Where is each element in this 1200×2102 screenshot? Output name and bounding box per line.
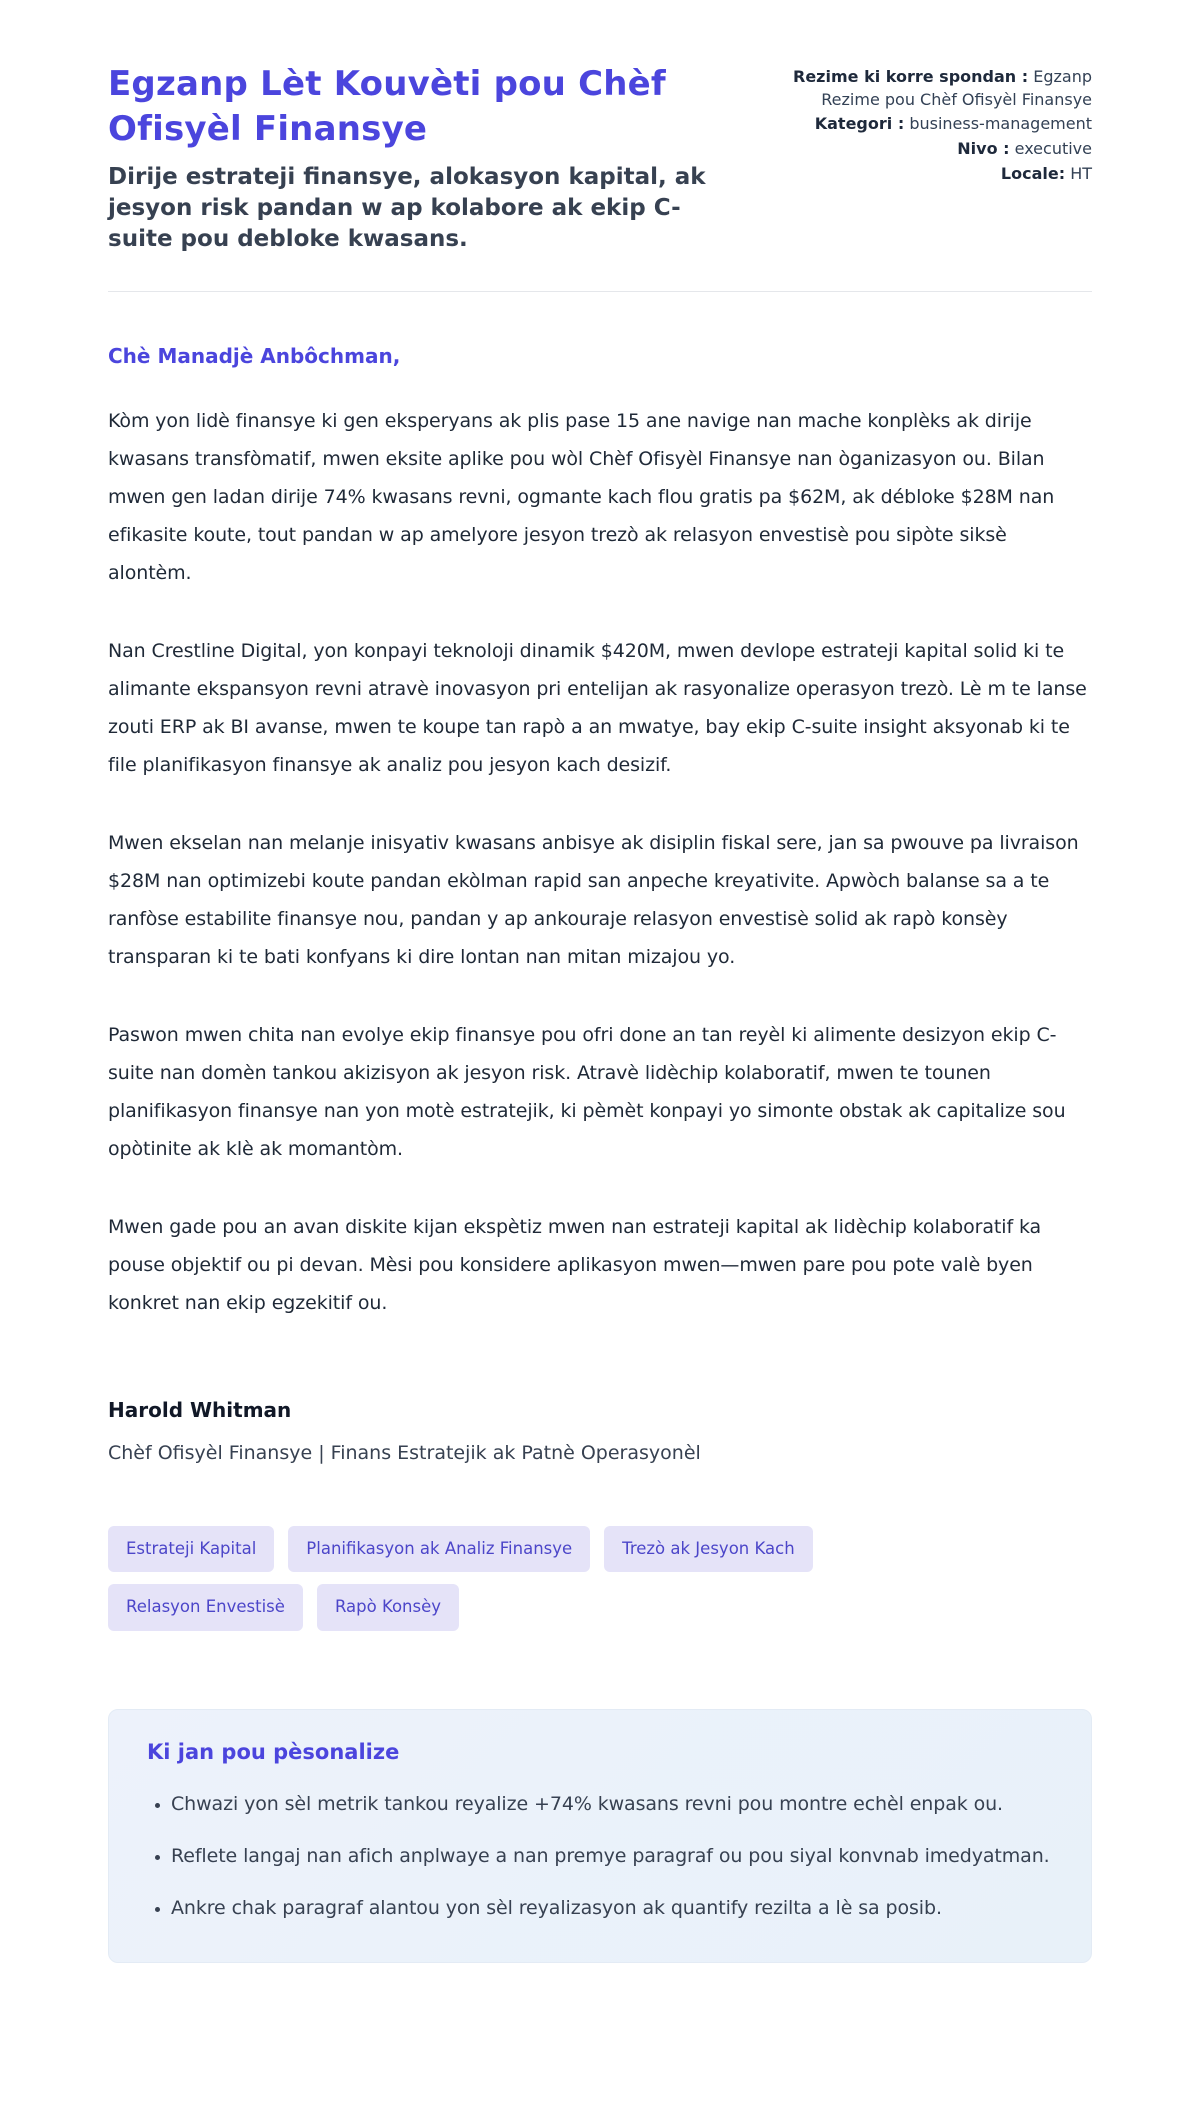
letter-greeting: Chè Manadjè Anbôchman, — [108, 343, 401, 368]
meta-resume — [770, 66, 1092, 111]
letter-paragraph: Paswon mwen chita nan evolye ekip finansye pou ofri done an tan reyèl ki alimente desizyon ekip C-suite nan domèn tankou akizisyon ak jesyon risk. Atravè lidèchip kolaboratif, mwen te tounen planifikasyon finansye nan yon motè estratejik, ki pèmèt konpayi yo simonte obstak ak capitalize sou opòtinite ak klè ak momantòm. — [108, 1023, 1066, 1160]
meta-locale — [770, 163, 1092, 186]
letter-paragraph: Mwen ekselan nan melanje inisyativ kwasans anbisye ak disiplin fiskal sere, jan sa pwouve pa livraison $28M nan optimizebi koute pandan ekòlman rapid san anpeche kreyativite. Apwòch balanse sa a te ranfòse estabilite finansye nou, pandan y ap ankouraje relasyon envestisè solid ak rapò konsèy transparan ki te bati konfyans ki dire lontan nan mitan mizajou yo. — [108, 831, 1079, 968]
signature-block — [108, 1398, 1092, 1464]
letter-paragraph: Nan Crestline Digital, yon konpayi teknoloji dinamik $420M, mwen devlope estrateji kapital solid ki te alimante ekspansyon revni atravè inovasyon pri entelijan ak rasyonalize operasyon trezò. Lè m te lanse zouti ERP ak BI avanse, mwen te koupe tan rapò a an mwatye, bay ekip C-suite insight aksyonab ki te file planifikasyon finansye ak analiz pou jesyon kach desizif. — [108, 639, 1087, 776]
title-block — [108, 62, 733, 255]
meta-category-label: Kategori : — [814, 114, 905, 134]
header — [108, 62, 1092, 255]
personalize-bullet: • Reflete langaj nan afich anplwaye a nan premye paragraf ou pou siyal konvnab imedyatman. — [171, 1838, 1053, 1874]
personalize-heading: Ki jan pou pèsonalize — [147, 1739, 400, 1764]
content-container — [108, 62, 1092, 1963]
meta-level — [770, 138, 1092, 161]
tag-chip: Estrateji Kapital — [108, 1526, 274, 1573]
tag-chip: Planifikasyon ak Analiz Finansye — [288, 1526, 590, 1573]
tag-chip: Trezò ak Jesyon Kach — [604, 1526, 813, 1573]
meta-level-value: executive — [1014, 139, 1092, 159]
personalize-bullet: • Ankre chak paragraf alantou yon sèl reyalizasyon ak quantify rezilta a lè sa posib. — [171, 1890, 1053, 1926]
meta-category — [770, 113, 1092, 136]
meta-locale-value: HT — [1070, 163, 1092, 183]
personalize-bullet-list — [147, 1786, 1053, 1926]
meta-locale-label: Locale: — [1000, 163, 1066, 183]
meta-level-label: Nivo : — [957, 139, 1010, 159]
header-divider — [108, 291, 1092, 292]
meta-block — [770, 62, 1092, 188]
letter-body — [108, 344, 1092, 1322]
meta-resume-value: Egzanp Rezime pou Chèf Ofisyèl Finansye — [821, 67, 1092, 109]
personalize-tip-box — [108, 1709, 1092, 1963]
signature-name: Harold Whitman — [108, 1397, 292, 1422]
meta-category-value: business-management — [909, 114, 1092, 134]
letter-paragraph: Mwen gade pou an avan diskite kijan ekspètiz mwen nan estrateji kapital ak lidèchip kolaboratif ka pouse objektif ou pi devan. Mèsi pou konsidere aplikasyon mwen—mwen pare pou pote valè byen konkret nan ekip egzekitif ou. — [108, 1215, 1042, 1314]
page-subtitle: Dirije estrateji finansye, alokasyon kapital, ak jesyon risk pandan w ap kolabore ak ekip C-suite pou debloke kwasans. — [108, 163, 706, 252]
tag-chip: Relasyon Envestisè — [108, 1584, 303, 1631]
signature-role: Chèf Ofisyèl Finansye | Finans Estratejik ak Patnè Operasyonèl — [108, 1441, 701, 1464]
tag-list — [108, 1526, 1008, 1631]
meta-resume-label: Rezime ki korre spondan : — [793, 67, 1029, 86]
tag-chip: Rapò Konsèy — [317, 1584, 459, 1631]
page-title: Egzanp Lèt Kouvèti pou Chèf Ofisyèl Finansye — [108, 64, 666, 149]
letter-paragraph: Kòm yon lidè finansye ki gen eksperyans ak plis pase 15 ane navige nan mache konplèks ak dirije kwasans transfòmatif, mwen eksite aplike pou wòl Chèf Ofisyèl Finansye nan òganizasyon ou. Bilan mwen gen ladan dirije 74% kwasans revni, ogmante kach flou gratis pa $62M, ak débloke $28M nan efikasite koute, tout pandan w ap amelyore jesyon trezò ak relasyon envestisè pou sipòte siksè alontèm. — [108, 409, 1055, 584]
personalize-bullet: • Chwazi yon sèl metrik tankou reyalize +74% kwasans revni pou montre echèl enpak ou. — [171, 1786, 1053, 1822]
